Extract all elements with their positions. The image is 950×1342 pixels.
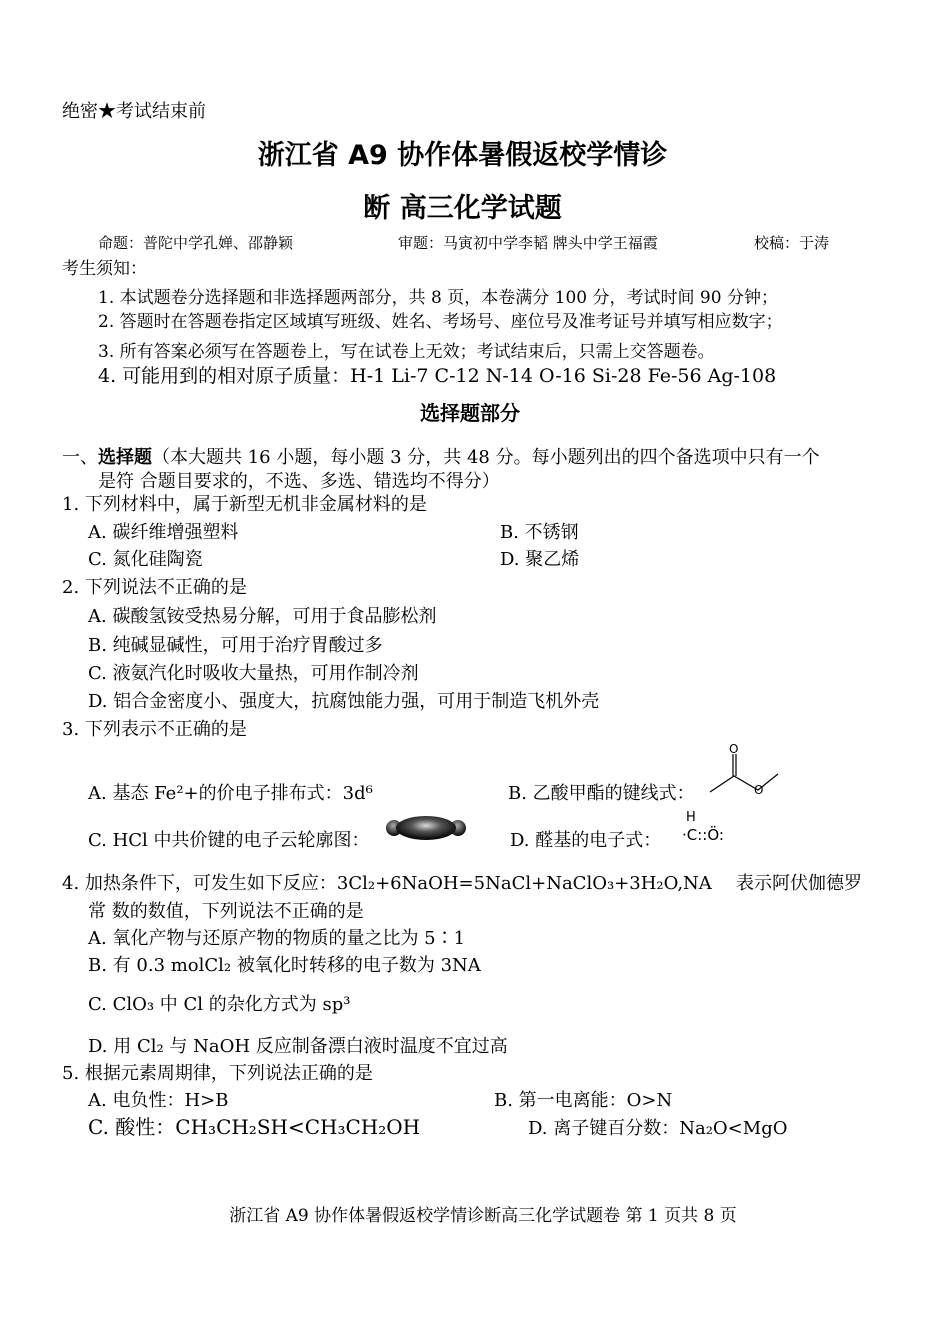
part-desc-line1: （本大题共 16 小题，每小题 3 分，共 48 分。每小题列出的四个备选项中只有一个 — [152, 447, 820, 468]
option-b: B. 第一电离能：O>N — [494, 1090, 673, 1111]
option-d: D. 铝合金密度小、强度大，抗腐蚀能力强，可用于制造飞机外壳 — [88, 691, 600, 712]
question-stem: 3. 下列表示不正确的是 — [62, 719, 247, 740]
question-stem: 4. 加热条件下，可发生如下反应：3Cl₂+6NaOH=5NaCl+NaClO₃+3H₂O,NA — [62, 873, 712, 894]
proofreader-credits: 校稿：于涛 — [754, 234, 830, 252]
option-a: A. 电负性：H>B — [88, 1090, 229, 1111]
option-a: A. 碳纤维增强塑料 — [88, 522, 239, 543]
ester-ether-oxygen: O — [754, 783, 764, 797]
aldehyde-hydrogen: H — [686, 810, 696, 825]
part-prefix: 一、 — [62, 447, 98, 468]
option-c: C. 液氨汽化时吸收大量热，可用作制冷剂 — [88, 663, 419, 684]
page-title-line1: 浙江省 A9 协作体暑假返校学情诊 — [257, 140, 668, 171]
page-footer: 浙江省 A9 协作体暑假返校学情诊断高三化学试题卷 第 1 页共 8 页 — [229, 1206, 737, 1226]
part-label: 选择题 — [98, 447, 152, 468]
question-stem: 1. 下列材料中，属于新型无机非金属材料的是 — [62, 494, 427, 515]
ester-carbonyl-oxygen: O — [729, 742, 739, 756]
reviewer-credits: 审题：马寅初中学李韬 牌头中学王福霞 — [398, 234, 658, 252]
option-d: D. 离子键百分数：Na₂O<MgO — [528, 1118, 788, 1139]
methyl-acetate-structure — [706, 740, 786, 800]
option-d: D. 醛基的电子式： — [510, 830, 662, 851]
question-stem-line2: 常 数的数值，下列说法不正确的是 — [88, 901, 364, 922]
option-b: B. 纯碱显碱性，可用于治疗胃酸过多 — [88, 635, 383, 656]
option-c: C. 氮化硅陶瓷 — [88, 549, 203, 570]
option-c: C. HCl 中共价键的电子云轮廓图： — [88, 830, 370, 851]
aldehyde-electron-formula: ·C::Ö: — [682, 826, 724, 844]
option-d: D. 用 Cl₂ 与 NaOH 反应制备漂白液时温度不宜过高 — [88, 1036, 508, 1057]
option-a: A. 氧化产物与还原产物的物质的量之比为 5∶1 — [88, 928, 466, 949]
option-d: D. 聚乙烯 — [500, 549, 580, 570]
option-a: A. 碳酸氢铵受热易分解，可用于食品膨松剂 — [88, 606, 437, 627]
question-stem: 5. 根据元素周期律，下列说法正确的是 — [62, 1063, 373, 1084]
question-stem: 2. 下列说法不正确的是 — [62, 577, 247, 598]
option-c: C. 酸性：CH₃CH₂SH<CH₃CH₂OH — [88, 1115, 421, 1139]
notice-heading: 考生须知： — [62, 259, 147, 279]
section-title: 选择题部分 — [420, 401, 520, 425]
option-b: B. 不锈钢 — [500, 522, 579, 543]
author-credits: 命题：普陀中学孔婵、邵静颖 — [98, 234, 294, 252]
part-desc-line2: 是符 合题目要求的，不选、多选、错选均不得分） — [98, 471, 500, 492]
electron-cloud-icon — [384, 814, 468, 842]
option-b: B. 乙酸甲酯的键线式： — [508, 783, 695, 804]
part-intro — [62, 443, 820, 469]
notice-item: 4. 可能用到的相对原子质量：H-1 Li-7 C-12 N-14 O-16 Si-28 Fe-56 Ag-108 — [98, 365, 777, 387]
option-c: C. ClO₃ 中 Cl 的杂化方式为 sp³ — [88, 994, 351, 1015]
notice-item: 2. 答题时在答题卷指定区域填写班级、姓名、考场号、座位号及准考证号并填写相应数字； — [98, 312, 783, 332]
page-title-line2: 断 高三化学试题 — [363, 193, 562, 224]
notice-item: 3. 所有答案必须写在答题卷上，写在试卷上无效；考试结束后，只需上交答题卷。 — [98, 342, 715, 362]
question-stem-tail: 表示阿伏伽德罗 — [736, 873, 862, 894]
notice-item: 1. 本试题卷分选择题和非选择题两部分，共 8 页，本卷满分 100 分，考试时间 90 分钟； — [98, 288, 778, 308]
secrecy-label: 绝密★考试结束前 — [62, 101, 206, 122]
option-a: A. 基态 Fe²+的价电子排布式：3d⁶ — [88, 783, 373, 804]
option-b: B. 有 0.3 molCl₂ 被氧化时转移的电子数为 3NA — [88, 955, 481, 976]
